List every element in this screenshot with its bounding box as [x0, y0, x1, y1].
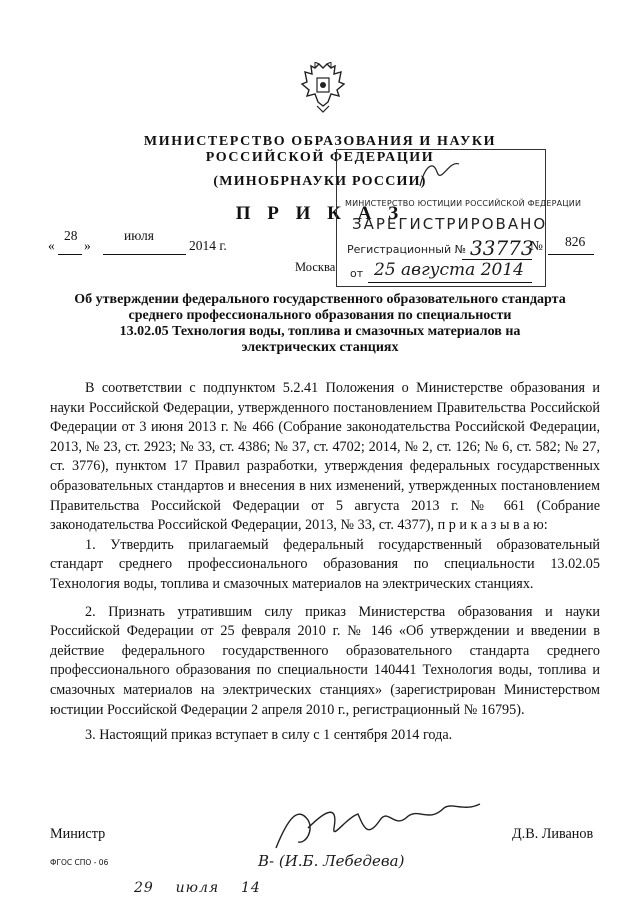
order-title: [60, 292, 580, 356]
handwritten-date: 29 июля 14: [134, 880, 261, 896]
date-quote-open: «: [48, 238, 55, 253]
stamp-scribble: [415, 156, 465, 190]
order-item-2: 2. Признать утратившим силу приказ Министерства образования и науки Российской Федерации от 25 февраля 2010 г. № 146 «Об утверждении и введении в действие федерального государственного образовательного стандарта среднего профессионального образования по специальности 140441 Технология воды, топлива и смазочных материалов на электрических станциях» (зарегистрирован Министерством юстиции Российской Федерации 2 апреля 2010 г., регистрационный № 16795).: [50, 603, 600, 718]
date-quote-close: »: [84, 238, 91, 253]
order-title-line: Об утверждении федерального государственного образовательного стандарта: [74, 292, 566, 307]
preamble-paragraph: В соответствии с подпунктом 5.2.41 Положения о Министерстве образования и науки Российской Федерации, утвержденного постановлением Правительства Российской Федерации от 3 июня 2013 г. № 466 (Собрание законодательства Российской Федерации, 2013, № 23, ст. 2923; № 33, ст. 4386; № 37, ст. 4702; 2014, № 2, ст. 126; № 6, ст. 582; № 27, ст. 3776), пунктом 17 Правил разработки, утверждения федеральных государственных образовательных стандартов и внесения в них изменений, утвержденных постановлением Правительства Российской Федерации от 5 августа 2013 г. № 661 (Собрание законодательства Российской Федерации, 2013, № 33, ст. 4377), п р и к а з ы в а ю:: [50, 380, 600, 534]
date-day-underline: [58, 253, 82, 255]
stamp-registered: ЗАРЕГИСТРИРОВАНО: [352, 215, 548, 233]
date-day: 28: [64, 228, 78, 243]
stamp-registration-number: 33773: [470, 236, 534, 260]
coat-of-arms-emblem: [301, 62, 345, 114]
city: Москва: [295, 260, 336, 274]
stamp-registration-label: Регистрационный №: [347, 243, 467, 256]
order-title-line: электрических станциях: [241, 340, 399, 355]
ministry-short-name: (МИНОБРНАУКИ РОССИИ): [213, 174, 427, 189]
order-title-line: 13.02.05 Технология воды, топлива и смазочных материалов на: [119, 324, 521, 339]
handwritten-note: В- (И.Б. Лебедева): [258, 852, 405, 870]
order-body: [50, 379, 600, 746]
date-month: июля: [124, 228, 154, 243]
order-number-sign: №: [530, 238, 543, 253]
ministry-name-line1: МИНИСТЕРСТВО ОБРАЗОВАНИЯ И НАУКИ: [143, 134, 497, 149]
date-year: 2014 г.: [189, 238, 227, 253]
handwritten-signature: [268, 798, 488, 858]
ministry-name-line2: РОССИЙСКОЙ ФЕДЕРАЦИИ: [205, 150, 435, 165]
order-number-underline: [548, 253, 594, 255]
order-title-line: среднего профессионального образования по специальности: [128, 308, 512, 323]
stamp-date-underline: [368, 281, 532, 283]
document-type-title: П Р И К А З: [235, 203, 405, 224]
signature-name: Д.В. Ливанов: [512, 826, 594, 842]
date-month-underline: [103, 253, 186, 255]
form-code: ФГОС СПО - 06: [50, 858, 109, 867]
signature-position: Министр: [50, 826, 106, 842]
stamp-ministry-justice: МИНИСТЕРСТВО ЮСТИЦИИ РОССИЙСКОЙ ФЕДЕРАЦИИ: [345, 199, 582, 208]
order-number: 826: [565, 234, 586, 249]
order-item-1: 1. Утвердить прилагаемый федеральный государственный образовательный стандарт среднего профессионального образования по специальности 13.02.05 Технология воды, топлива и смазочных материалов на электрических станциях.: [50, 536, 600, 592]
order-item-3: 3. Настоящий приказ вступает в силу с 1 сентября 2014 года.: [85, 727, 453, 744]
stamp-date-label: от: [350, 267, 364, 280]
stamp-date-value: 25 августа 2014: [374, 260, 524, 280]
